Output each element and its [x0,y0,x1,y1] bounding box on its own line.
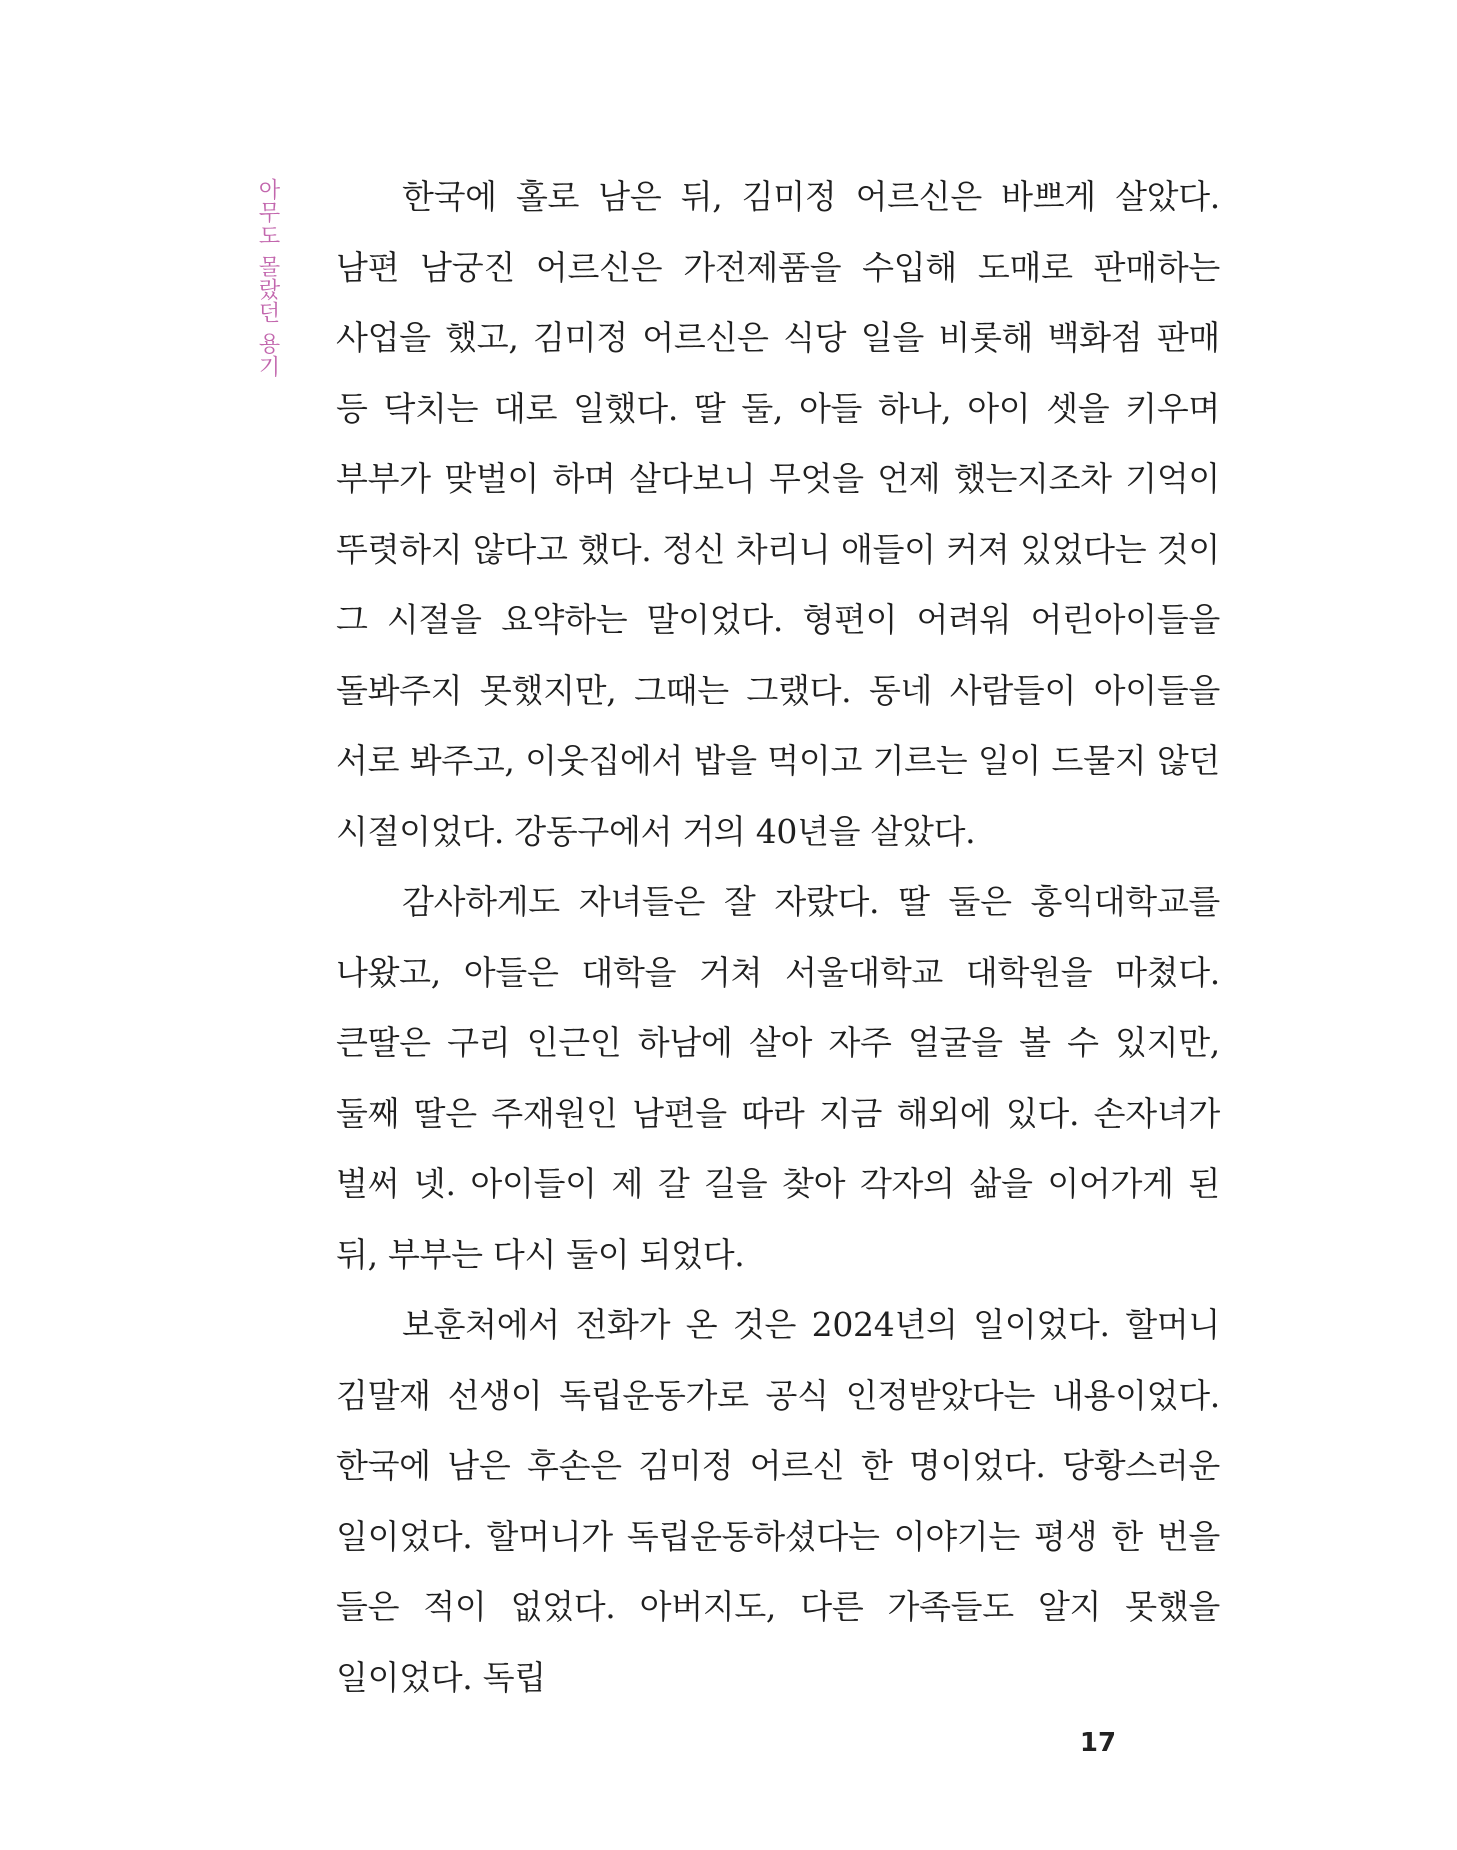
body-text [336,162,1220,1713]
paragraph-3: 보훈처에서 전화가 온 것은 2024년의 일이었다. 할머니 김말재 선생이 독립운동가로 공식 인정받았다는 내용이었다. 한국에 남은 후손은 김미정 어르신 한 명이었다. 당황스러운 일이었다. 할머니가 독립운동하셨다는 이야기는 평생 한 번을 들은 적이 없었다. 아버지도, 다른 가족들도 알지 못했을 일이었다. 독립 [336,1305,1220,1697]
paragraph-1: 한국에 홀로 남은 뒤, 김미정 어르신은 바쁘게 살았다. 남편 남궁진 어르신은 가전제품을 수입해 도매로 판매하는 사업을 했고, 김미정 어르신은 식당 일을 비롯해 백화점 판매 등 닥치는 대로 일했다. 딸 둘, 아들 하나, 아이 셋을 키우며 부부가 맞벌이 하며 살다보니 무엇을 언제 했는지조차 기억이 뚜렷하지 않다고 했다. 정신 차리니 애들이 커져 있었다는 것이 그 시절을 요약하는 말이었다. 형편이 어려워 어린아이들을 돌봐주지 못했지만, 그때는 그랬다. 동네 사람들이 아이들을 서로 봐주고, 이웃집에서 밥을 먹이고 기르는 일이 드물지 않던 시절이었다. 강동구에서 거의 40년을 살았다. [336,177,1220,851]
running-head: 아무도 몰랐던 용기 [255,178,280,378]
paragraph-2: 감사하게도 자녀들은 잘 자랐다. 딸 둘은 홍익대학교를 나왔고, 아들은 대학을 거쳐 서울대학교 대학원을 마쳤다. 큰딸은 구리 인근인 하남에 살아 자주 얼굴을 볼 수 있지만, 둘째 딸은 주재원인 남편을 따라 지금 해외에 있다. 손자녀가 벌써 넷. 아이들이 제 갈 길을 찾아 각자의 삶을 이어가게 된 뒤, 부부는 다시 둘이 되었다. [336,882,1220,1274]
page-number: 17 [1079,1728,1117,1758]
